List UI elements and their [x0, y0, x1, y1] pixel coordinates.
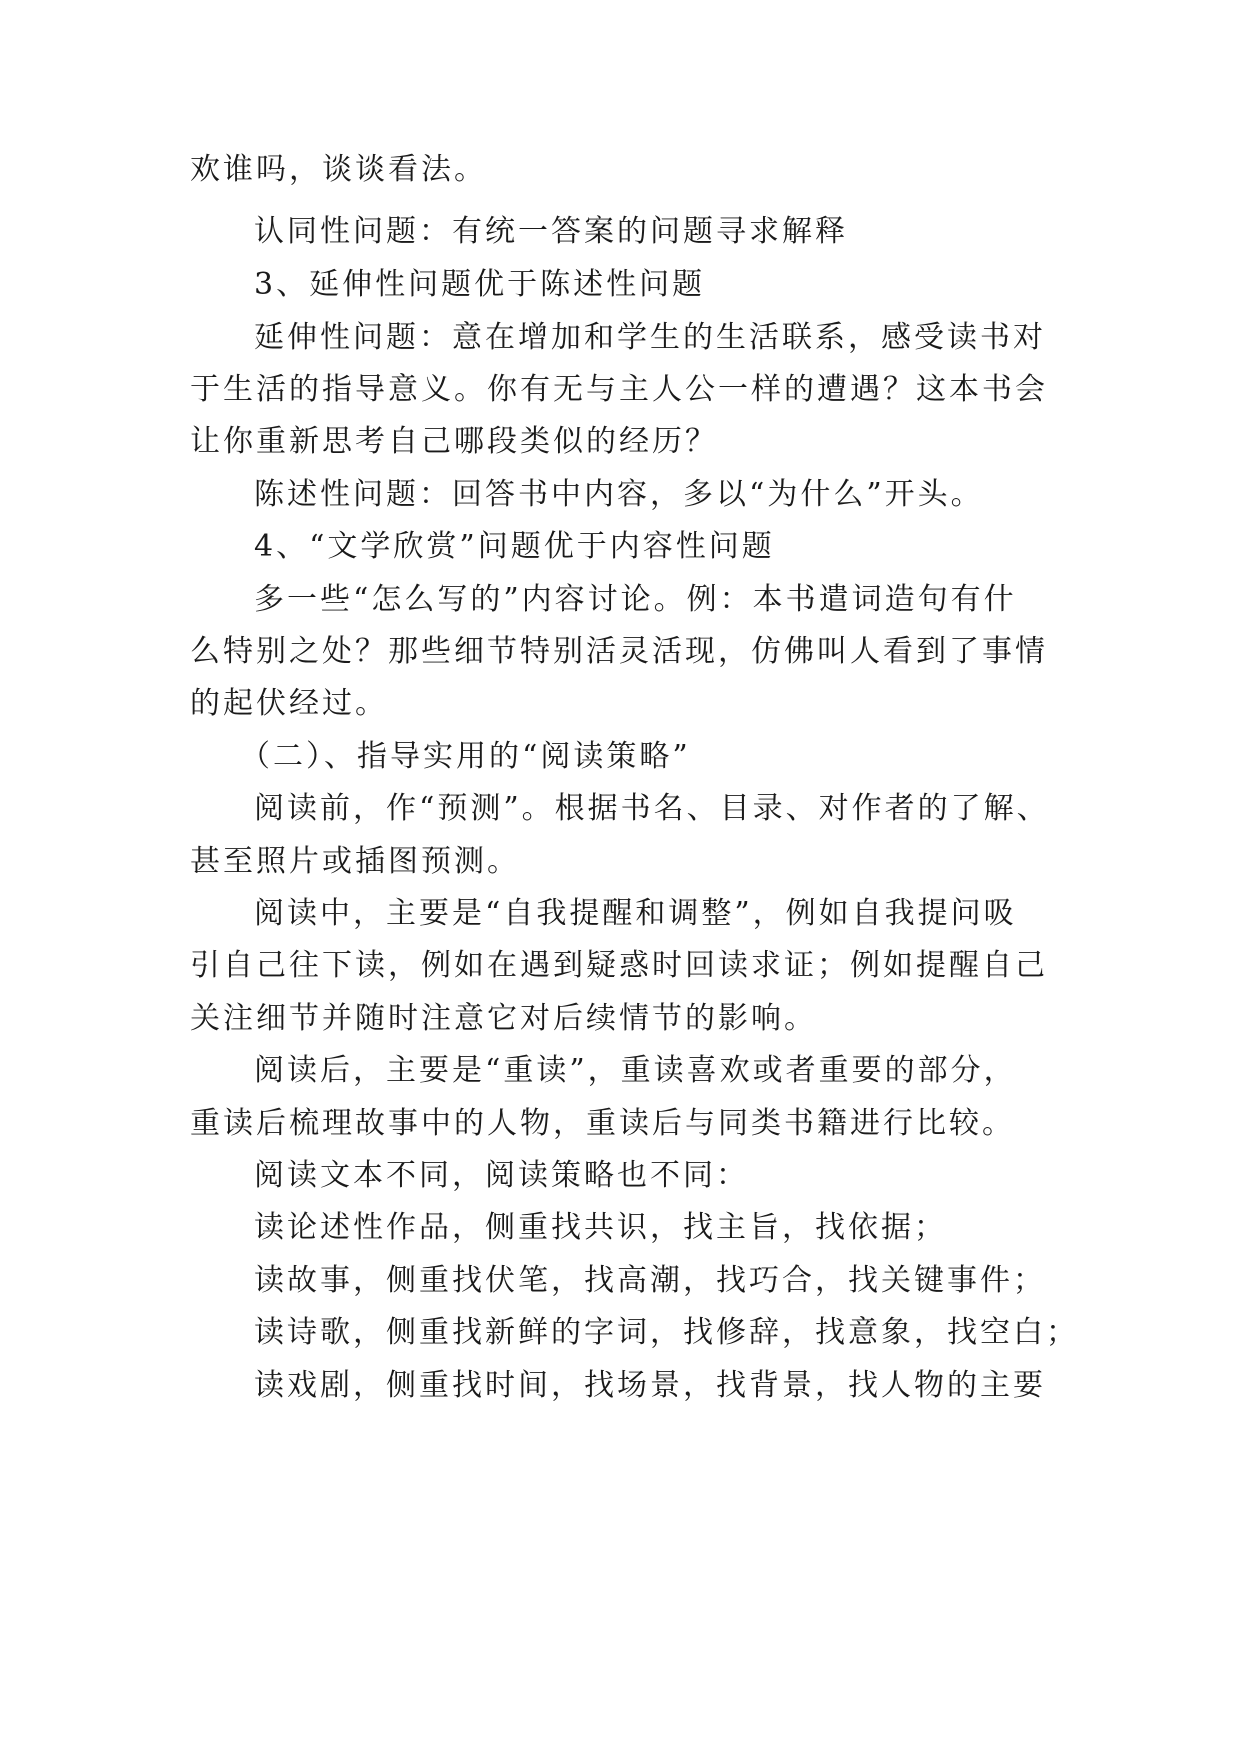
text-line: 甚至照片或插图预测。 [190, 844, 520, 879]
text-line: 多一些“怎么写的”内容讨论。例：本书遣词造句有什 [254, 582, 1017, 617]
text-line: 重读后梳理故事中的人物，重读后与同类书籍进行比较。 [190, 1106, 1015, 1141]
text-line: 于生活的指导意义。你有无与主人公一样的遭遇？这本书会 [190, 372, 1048, 407]
text-line: 关注细节并随时注意它对后续情节的影响。 [190, 1001, 817, 1036]
text-line: 阅读后，主要是“重读”，重读喜欢或者重要的部分， [254, 1053, 1017, 1088]
text-line: 欢谁吗，谈谈看法。 [190, 152, 487, 187]
text-line: 延伸性问题：意在增加和学生的生活联系，感受读书对 [254, 320, 1046, 355]
text-line: 让你重新思考自己哪段类似的经历？ [190, 424, 718, 459]
text-line: 阅读文本不同，阅读策略也不同： [254, 1158, 749, 1193]
text-line: 的起伏经过。 [190, 686, 388, 721]
section-heading: 4、“文学欣赏”问题优于内容性问题 [254, 529, 775, 564]
text-line: 引自己往下读，例如在遇到疑惑时回读求证；例如提醒自己 [190, 948, 1048, 983]
text-line: 陈述性问题：回答书中内容，多以“为什么”开头。 [254, 477, 984, 512]
text-line: 认同性问题：有统一答案的问题寻求解释 [254, 214, 848, 249]
text-line: 么特别之处？那些细节特别活灵活现，仿佛叫人看到了事情 [190, 634, 1048, 669]
text-line: 读戏剧，侧重找时间，找场景，找背景，找人物的主要 [254, 1368, 1046, 1403]
text-line: 阅读前，作“预测”。根据书名、目录、对作者的了解、 [254, 791, 1050, 826]
text-line: 读故事，侧重找伏笔，找高潮，找巧合，找关键事件； [254, 1263, 1046, 1298]
section-heading: 3、延伸性问题优于陈述性问题 [254, 267, 706, 302]
section-heading: （二）、指导实用的“阅读策略” [240, 739, 691, 774]
text-line: 读诗歌，侧重找新鲜的字词，找修辞，找意象，找空白； [254, 1315, 1079, 1350]
text-line: 读论述性作品，侧重找共识，找主旨，找依据； [254, 1210, 947, 1245]
text-line: 阅读中，主要是“自我提醒和调整”，例如自我提问吸 [254, 896, 1017, 931]
